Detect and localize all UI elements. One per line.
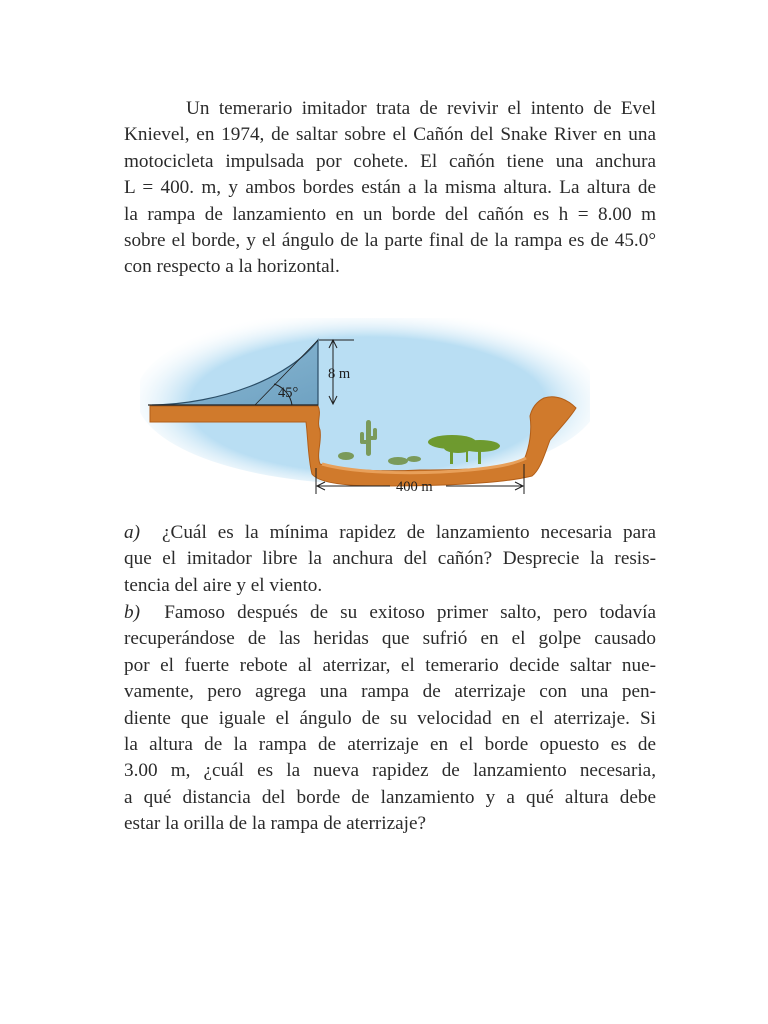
text-line: diente que iguale el ángulo de su velocidad en el aterrizaje. Si (124, 707, 656, 729)
problem-statement (124, 96, 656, 281)
text-line: vamente, pero agrega una rampa de aterrizaje con una pen- (124, 681, 656, 703)
height-label: 8 m (328, 366, 351, 382)
angle-label: 45° (278, 385, 299, 401)
text-line: recuperándose de las heridas que sufrió en el golpe causado (124, 628, 656, 650)
question-text: Famoso después de su exitoso primer salto, pero todavía (164, 602, 656, 623)
text-line: estar la orilla de la rampa de aterrizaje? (124, 813, 427, 835)
text-line: Un temerario imitador trata de revivir el intento de Evel (186, 98, 656, 119)
canyon-diagram (140, 318, 590, 502)
text-line: que el imitador libre la anchura del cañón? Desprecie la resis- (124, 548, 656, 570)
text-line: con respecto a la horizontal. (124, 256, 340, 278)
width-label: 400 m (396, 479, 433, 495)
text-line: tencia del aire y el viento. (124, 574, 323, 596)
text-line: Knievel, en 1974, de saltar sobre el Cañón del Snake River en una (124, 124, 656, 146)
text-line: motocicleta impulsada por cohete. El cañón tiene una anchura (124, 150, 656, 172)
text-line (124, 600, 656, 626)
text-line: L = 400. m, y ambos bordes están a la misma altura. La altura de (124, 177, 656, 199)
text-line: a qué distancia del borde de lanzamiento y a qué altura debe (124, 786, 656, 808)
text-line: sobre el borde, y el ángulo de la parte final de la rampa es de 45.0° (124, 230, 656, 252)
question-text: ¿Cuál es la mínima rapidez de lanzamiento necesaria para (162, 522, 657, 543)
text-line (124, 520, 656, 546)
question-letter: a) (124, 522, 140, 543)
question-a (124, 520, 656, 599)
text-line: la altura de la rampa de aterrizaje en el borde opuesto es de (124, 734, 656, 756)
text-line: la rampa de lanzamiento en un borde del cañón es h = 8.00 m (124, 203, 656, 225)
text-line: 3.00 m, ¿cuál es la nueva rapidez de lanzamiento necesaria, (124, 760, 656, 782)
question-letter: b) (124, 602, 140, 623)
canyon-figure (140, 318, 590, 502)
question-b (124, 600, 656, 838)
text-line: por el fuerte rebote al aterrizar, el temerario decide saltar nue- (124, 654, 656, 676)
